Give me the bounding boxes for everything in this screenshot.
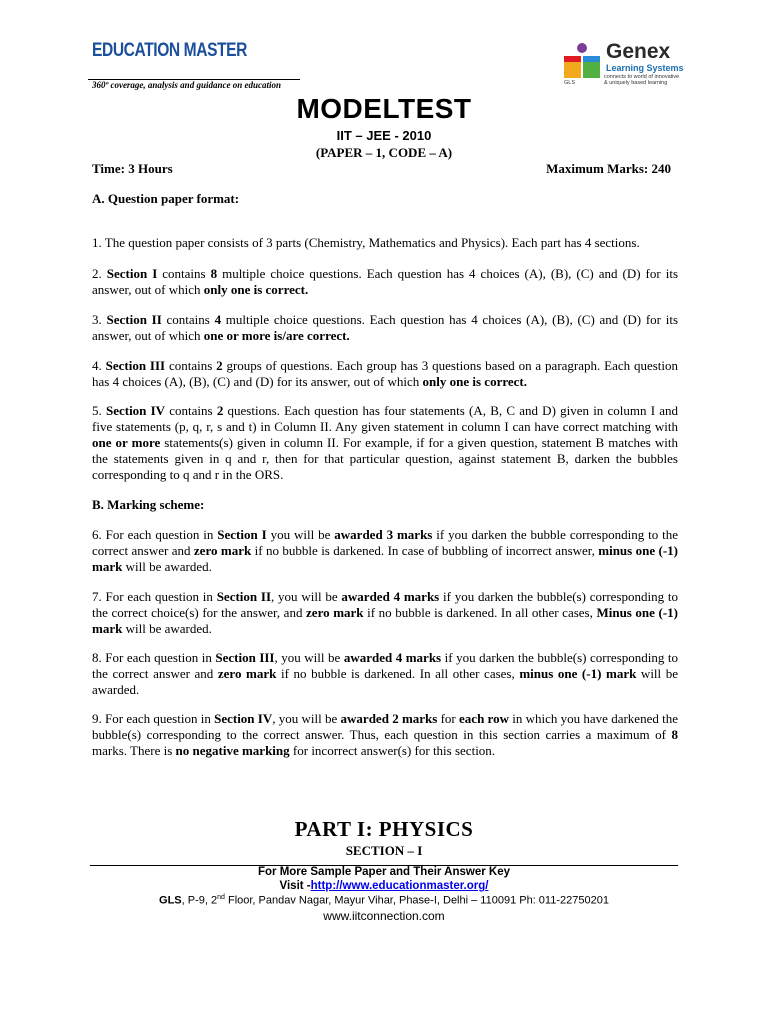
marking-9: 9. For each question in Section IV, you will be awarded 2 marks for each row in which you have darkened the bubble(s) corresponding to the correct answer. Thus, each question in this section carries a maximum of 8 marks. There is no negative marking for incorrect answer(s) for this section. bbox=[92, 711, 678, 758]
part-heading: PART I: PHYSICS bbox=[294, 817, 474, 841]
page-title: MODELTEST bbox=[296, 93, 472, 124]
footer-site: www.iitconnection.com bbox=[323, 909, 445, 923]
genex-logo-icon bbox=[560, 42, 604, 82]
section-heading: SECTION – I bbox=[345, 843, 423, 858]
logo-name: Genex bbox=[606, 40, 671, 63]
marking-7: 7. For each question in Section II, you will be awarded 4 marks if you darken the bubble(s) corresponding to the correct choice(s) for the answer, and zero mark if no bubble is darkened. In all other cases, Minus one (-1) mark will be awarded. bbox=[92, 589, 679, 636]
footer-promo: For More Sample Paper and Their Answer Key bbox=[257, 866, 510, 878]
paper-code: (PAPER – 1, CODE – A) bbox=[315, 145, 453, 160]
time-allowed: Time: 3 Hours bbox=[92, 161, 173, 176]
instruction-1: 1. The question paper consists of 3 parts (Chemistry, Mathematics and Physics). Each part has 4 sections. bbox=[92, 235, 640, 250]
instruction-2: 2. Section I contains 8 multiple choice questions. Each question has 4 choices (A), (B), (C) and (D) for its answer, out of which only one is correct. bbox=[92, 266, 678, 297]
footer-link[interactable]: http://www.educationmaster.org/ bbox=[310, 880, 489, 892]
logo-gls: GLS bbox=[564, 80, 576, 86]
logo-subtitle: Learning Systems bbox=[606, 63, 684, 73]
instruction-5: 5. Section IV contains 2 questions. Each question has four statements (A, B, C and D) given in column I and five statements (p, q, r, s and t) in Column II. Any given statement in column I can have correct matching with one or more statements(s) given in column II. For example, if for a given question, statement B matches with the statements given in q and r, then for that particular question, against statement B, darken the bubbles corresponding to q and r in the ORS. bbox=[92, 403, 679, 482]
marking-8: 8. For each question in Section III, you will be awarded 4 marks if you darken the bubble(s) corresponding to the correct answer and zero mark if no bubble is darkened. In all other cases, minus one (-1) mark will be awarded. bbox=[92, 650, 679, 697]
brand-tagline: 360º coverage, analysis and guidance on education bbox=[92, 80, 281, 90]
section-a-heading: A. Question paper format: bbox=[92, 191, 240, 206]
footer-address: GLS, P-9, 2nd Floor, Pandav Nagar, Mayur Vihar, Phase-I, Delhi – 110091 Ph: 011-22750201 bbox=[159, 894, 609, 907]
instruction-4: 4. Section III contains 2 groups of questions. Each group has 3 questions based on a paragraph. Each question has 4 choices (A), (B), (C) and (D) for its answer, out of which only one is correct. bbox=[92, 358, 679, 389]
exam-name: IIT – JEE - 2010 bbox=[336, 128, 432, 143]
marking-6: 6. For each question in Section I you will be awarded 3 marks if you darken the bubble corresponding to the correct answer and zero mark if no bubble is darkened. In case of bubbling of incorrect answer, minus one (-1) mark will be awarded. bbox=[92, 527, 679, 574]
maximum-marks: Maximum Marks: 240 bbox=[546, 161, 671, 176]
instruction-3: 3. Section II contains 4 multiple choice questions. Each question has 4 choices (A), (B), (C) and (D) for its answer, out of which one or more is/are correct. bbox=[92, 312, 678, 343]
footer-visit: Visit -http://www.educationmaster.org/ bbox=[279, 880, 489, 892]
brand-name: EDUCATION MASTER bbox=[92, 40, 248, 61]
logo-tagline: connects to world of innovative & uniquely based learning bbox=[604, 74, 680, 86]
section-b-heading: B. Marking scheme: bbox=[92, 497, 205, 512]
